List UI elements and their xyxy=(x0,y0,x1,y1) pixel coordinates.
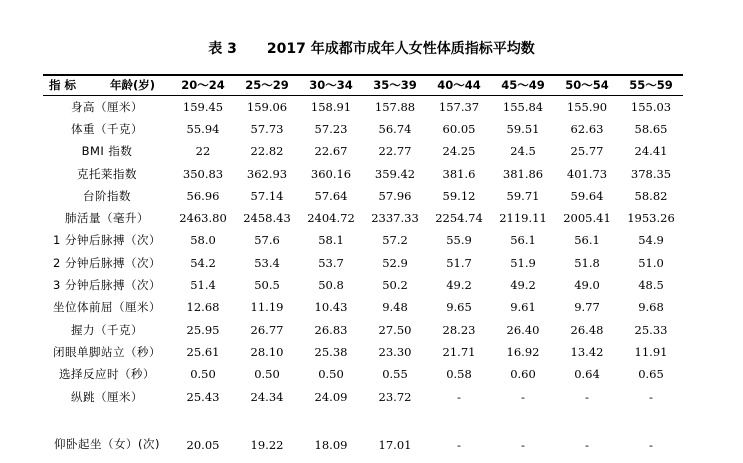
table-cell: 58.65 xyxy=(634,121,668,136)
table-cell: 9.61 xyxy=(510,300,536,315)
table-cell: 9.68 xyxy=(638,300,664,315)
table-cell: 0.60 xyxy=(510,367,536,382)
table-cell: 57.6 xyxy=(254,233,280,248)
table-cell: 22.82 xyxy=(250,144,284,159)
table-cell: 2337.33 xyxy=(371,211,419,226)
table-cell: 24.41 xyxy=(634,144,668,159)
table-row xyxy=(43,385,683,407)
table-cell: 26.48 xyxy=(570,322,604,337)
table-cell: 24.09 xyxy=(314,389,348,404)
table-cell: 56.96 xyxy=(186,188,220,203)
table-cell: 60.05 xyxy=(442,121,476,136)
table-cell: 2404.72 xyxy=(307,211,355,226)
row-label: 仰卧起坐（女）(次) xyxy=(54,436,160,451)
header-age-group: 20～24 xyxy=(171,75,235,95)
table-cell: - xyxy=(585,389,589,404)
table-cell: 51.7 xyxy=(446,255,472,270)
header-age-label: 年龄(岁) xyxy=(110,78,156,93)
header-item-label: 指 标 xyxy=(49,78,77,93)
table-row xyxy=(43,162,683,184)
table-cell: 0.50 xyxy=(318,367,344,382)
table-cell: 25.38 xyxy=(314,344,348,359)
table-cell: 53.7 xyxy=(318,255,344,270)
table-cell: 9.77 xyxy=(574,300,600,315)
table-cell: 24.25 xyxy=(442,144,476,159)
table-cell: 51.0 xyxy=(638,255,664,270)
table-cell: 18.09 xyxy=(314,437,348,452)
table-cell: 51.4 xyxy=(190,278,216,293)
table-cell: - xyxy=(649,389,653,404)
table-cell: 54.2 xyxy=(190,255,216,270)
table-cell: 25.61 xyxy=(186,344,220,359)
table-cell: 401.73 xyxy=(566,166,608,181)
table-cell: 55.9 xyxy=(446,233,472,248)
table-cell: 26.83 xyxy=(314,322,348,337)
table-cell: 2458.43 xyxy=(243,211,291,226)
row-label: BMI 指数 xyxy=(81,144,133,159)
header-age-group: 40～44 xyxy=(427,75,491,95)
table-cell: 54.9 xyxy=(638,233,664,248)
table-row xyxy=(43,408,683,458)
table-cell: 26.77 xyxy=(250,322,284,337)
table-cell: 2463.80 xyxy=(179,211,227,226)
table-cell: 155.90 xyxy=(566,99,608,114)
table-row xyxy=(43,318,683,340)
table-cell: 10.43 xyxy=(314,300,348,315)
table-header-row xyxy=(43,75,683,95)
header-age-group: 55～59 xyxy=(619,75,683,95)
table-cell: 25.43 xyxy=(186,389,220,404)
table-cell: 155.84 xyxy=(502,99,544,114)
table-cell: 57.96 xyxy=(378,188,412,203)
row-label: 1 分钟后脉搏（次） xyxy=(53,233,161,248)
table-cell: 0.55 xyxy=(382,367,408,382)
row-label: 体重（千克） xyxy=(71,121,143,136)
table-cell: 1953.26 xyxy=(627,211,675,226)
table-cell: 2254.74 xyxy=(435,211,483,226)
table-cell: 13.42 xyxy=(570,344,604,359)
table-row xyxy=(43,252,683,274)
table-cell: 155.03 xyxy=(630,99,672,114)
table-cell: 57.2 xyxy=(382,233,408,248)
table-row xyxy=(43,341,683,363)
table-cell: 59.64 xyxy=(570,188,604,203)
table-cell: 62.63 xyxy=(570,121,604,136)
table-row xyxy=(43,95,683,118)
table-cell: 378.35 xyxy=(630,166,672,181)
table-title: 2017 年成都市成年人女性体质指标平均数 xyxy=(266,41,535,57)
table-cell: - xyxy=(521,437,525,452)
table-cell: 50.5 xyxy=(254,278,280,293)
table-cell: 17.01 xyxy=(378,437,412,452)
table-cell: 56.74 xyxy=(378,121,412,136)
row-label: 握力（千克） xyxy=(71,322,143,337)
table-cell: 50.2 xyxy=(382,278,408,293)
row-label: 坐位体前屈（厘米） xyxy=(53,300,161,315)
table-cell: 51.9 xyxy=(510,255,536,270)
header-age-group: 25～29 xyxy=(235,75,299,95)
table-cell: - xyxy=(457,389,461,404)
table-cell: 23.72 xyxy=(378,389,412,404)
header-age-group: 45～49 xyxy=(491,75,555,95)
table-cell: 11.19 xyxy=(250,300,284,315)
table-number: 表 3 xyxy=(208,41,237,57)
table-cell: - xyxy=(649,437,653,452)
table-cell: 49.0 xyxy=(574,278,600,293)
table-cell: 59.51 xyxy=(506,121,540,136)
table-cell: 58.0 xyxy=(190,233,216,248)
table-cell: 2005.41 xyxy=(563,211,611,226)
table-cell: 59.71 xyxy=(506,188,540,203)
table-cell: 362.93 xyxy=(246,166,288,181)
table-cell: 58.82 xyxy=(634,188,668,203)
table-cell: 11.91 xyxy=(634,344,668,359)
table-row xyxy=(43,140,683,162)
table-cell: 49.2 xyxy=(446,278,472,293)
table-cell: 2119.11 xyxy=(499,211,547,226)
table-cell: 24.5 xyxy=(510,144,536,159)
table-cell: 21.71 xyxy=(442,344,476,359)
row-label: 3 分钟后脉搏（次） xyxy=(53,278,161,293)
table-cell: 50.8 xyxy=(318,278,344,293)
table-body xyxy=(43,95,683,458)
table-row xyxy=(43,207,683,229)
table-cell: 49.2 xyxy=(510,278,536,293)
table-cell: 360.16 xyxy=(310,166,352,181)
table-cell: 28.10 xyxy=(250,344,284,359)
table-cell: 381.86 xyxy=(502,166,544,181)
table-cell: 57.64 xyxy=(314,188,348,203)
table-cell: 9.65 xyxy=(446,300,472,315)
table-cell: 52.9 xyxy=(382,255,408,270)
table-cell: 26.40 xyxy=(506,322,540,337)
table-cell: 22.67 xyxy=(314,144,348,159)
header-corner xyxy=(43,75,171,95)
table-cell: 0.50 xyxy=(190,367,216,382)
row-label: 纵跳（厘米） xyxy=(71,389,143,404)
table-cell: 22.77 xyxy=(378,144,412,159)
table-cell: 159.45 xyxy=(182,99,224,114)
table-cell: 55.94 xyxy=(186,121,220,136)
table-row xyxy=(43,118,683,140)
table-cell: 28.23 xyxy=(442,322,476,337)
table-cell: 51.8 xyxy=(574,255,600,270)
table-cell: 48.5 xyxy=(638,278,664,293)
table-row xyxy=(43,363,683,385)
row-label: 选择反应时（秒） xyxy=(59,367,155,382)
table-cell: 157.88 xyxy=(374,99,416,114)
table-cell: 27.50 xyxy=(378,322,412,337)
row-label: 身高（厘米） xyxy=(71,99,143,114)
row-label: 闭眼单脚站立（秒） xyxy=(53,344,161,359)
table-cell: 22 xyxy=(195,144,211,159)
header-age-group: 35～39 xyxy=(363,75,427,95)
table-row xyxy=(43,274,683,296)
table-cell: 23.30 xyxy=(378,344,412,359)
table-cell: 0.65 xyxy=(638,367,664,382)
table-cell: 0.64 xyxy=(574,367,600,382)
table-cell: 19.22 xyxy=(250,437,284,452)
table-row xyxy=(43,229,683,251)
header-age-group: 30～34 xyxy=(299,75,363,95)
row-label: 肺活量（毫升） xyxy=(65,211,149,226)
table-row xyxy=(43,185,683,207)
table-cell: 381.6 xyxy=(442,166,476,181)
table-cell: 57.14 xyxy=(250,188,284,203)
table-caption xyxy=(0,38,743,58)
table-cell: 57.73 xyxy=(250,121,284,136)
table-cell: 58.1 xyxy=(318,233,344,248)
table-cell: 12.68 xyxy=(186,300,220,315)
table-cell: 25.33 xyxy=(634,322,668,337)
table-cell: 16.92 xyxy=(506,344,540,359)
table-cell: 350.83 xyxy=(182,166,224,181)
table-cell: 20.05 xyxy=(186,437,220,452)
table-cell: 25.77 xyxy=(570,144,604,159)
table-cell: 0.58 xyxy=(446,367,472,382)
table-cell: 56.1 xyxy=(574,233,600,248)
table-cell: - xyxy=(585,437,589,452)
table-cell: - xyxy=(521,389,525,404)
table-row xyxy=(43,296,683,318)
row-label: 克托莱指数 xyxy=(77,166,137,181)
table-cell: 159.06 xyxy=(246,99,288,114)
table-cell: 359.42 xyxy=(374,166,416,181)
table-cell: 24.34 xyxy=(250,389,284,404)
table-cell: 56.1 xyxy=(510,233,536,248)
table-cell: 157.37 xyxy=(438,99,480,114)
fitness-table xyxy=(43,74,683,458)
row-label: 台阶指数 xyxy=(83,188,131,203)
table-cell: 57.23 xyxy=(314,121,348,136)
row-label: 2 分钟后脉搏（次） xyxy=(53,255,161,270)
table-cell: 25.95 xyxy=(186,322,220,337)
table-cell: 59.12 xyxy=(442,188,476,203)
table-cell: 53.4 xyxy=(254,255,280,270)
table-cell: 0.50 xyxy=(254,367,280,382)
table-cell: 9.48 xyxy=(382,300,408,315)
table-cell: 158.91 xyxy=(310,99,352,114)
header-age-group: 50～54 xyxy=(555,75,619,95)
table-cell: - xyxy=(457,437,461,452)
